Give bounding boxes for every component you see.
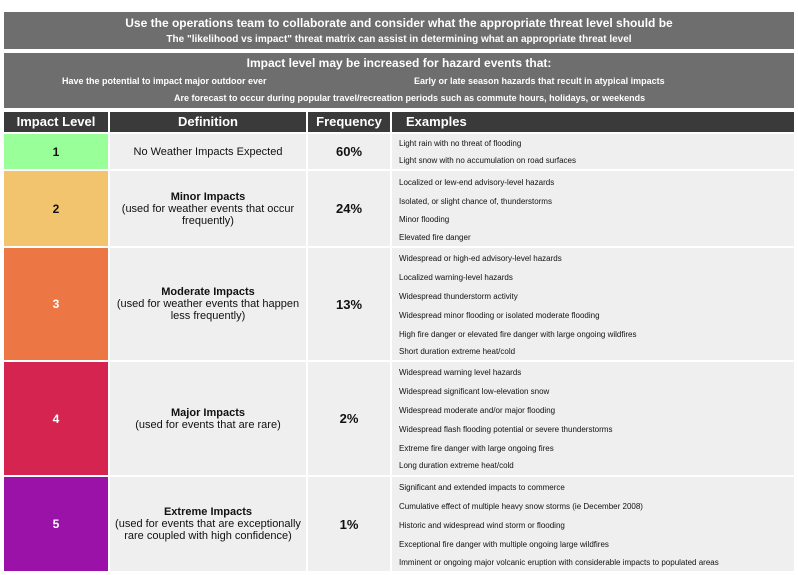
definition-1 bbox=[110, 134, 306, 169]
example-item: Localized warning-level hazards bbox=[399, 273, 513, 282]
example-item: Widespread moderate and/or major flooding bbox=[399, 406, 556, 415]
header-examples: Examples bbox=[392, 112, 794, 132]
definition-title: Moderate Impacts bbox=[161, 286, 255, 298]
guidance-banner bbox=[4, 12, 794, 49]
impact-level-5: 5 bbox=[4, 477, 108, 571]
example-item: Extreme fire danger with large ongoing fires bbox=[399, 444, 554, 453]
guidance-line-1: Use the operations team to collaborate and consider what the appropriate threat level should be bbox=[125, 16, 673, 30]
example-item: Elevated fire danger bbox=[399, 233, 471, 242]
examples-4 bbox=[392, 362, 794, 475]
example-item: Widespread significant low-elevation snow bbox=[399, 387, 550, 396]
example-item: Widespread minor flooding or isolated moderate flooding bbox=[399, 311, 600, 320]
example-item: Significant and extended impacts to commerce bbox=[399, 483, 565, 492]
example-item: Light snow with no accumulation on road surfaces bbox=[399, 156, 576, 165]
guidance-line-2: The "likelihood vs impact" threat matrix can assist in determining what an appropriate threat level bbox=[166, 34, 632, 45]
definition-3 bbox=[110, 248, 306, 360]
escalation-title: Impact level may be increased for hazard events that: bbox=[246, 56, 552, 70]
definition-title: Major Impacts bbox=[171, 406, 245, 419]
definition-text: No Weather Impacts Expected bbox=[133, 145, 283, 158]
impact-level-2: 2 bbox=[4, 171, 108, 246]
example-item: Widespread warning level hazards bbox=[399, 368, 522, 377]
example-item: Cumulative effect of multiple heavy snow storms (ie December 2008) bbox=[399, 502, 643, 511]
frequency-3: 13% bbox=[308, 248, 390, 360]
frequency-5: 1% bbox=[308, 477, 390, 571]
example-item: Localized or lew-end advisory-level hazards bbox=[399, 178, 555, 187]
example-item: Minor flooding bbox=[399, 215, 450, 224]
definition-5 bbox=[110, 477, 306, 571]
examples-1 bbox=[392, 134, 794, 169]
frequency-1: 60% bbox=[308, 134, 390, 169]
definition-title: Extreme Impacts bbox=[163, 506, 253, 518]
definition-text: (used for events that are exceptionally rare coupled with high confidence) bbox=[115, 518, 301, 542]
definition-text: (used for weather events that happen less frequently) bbox=[116, 298, 300, 322]
escalation-item-2: Early or late season hazards that recult in atypical impacts bbox=[414, 76, 665, 86]
example-item: Short duration extreme heat/cold bbox=[399, 347, 516, 356]
example-item: Light rain with no threat of flooding bbox=[399, 139, 522, 148]
impact-level-1: 1 bbox=[4, 134, 108, 169]
example-item: Widespread thunderstorm activity bbox=[399, 292, 518, 301]
frequency-4: 2% bbox=[308, 362, 390, 475]
escalation-banner bbox=[4, 53, 794, 108]
definition-text: (used for events that are rare) bbox=[135, 418, 281, 431]
example-item: High fire danger or elevated fire danger with large ongoing wildfires bbox=[399, 330, 637, 339]
example-item: Widespread flash flooding potential or severe thunderstorms bbox=[399, 425, 613, 434]
impact-level-4: 4 bbox=[4, 362, 108, 475]
definition-text: (used for weather events that occur frequently) bbox=[121, 202, 295, 227]
example-item: Historic and widespread wind storm or flooding bbox=[399, 521, 565, 530]
header-frequency: Frequency bbox=[308, 112, 390, 132]
example-item: Imminent or ongoing major volcanic eruption with considerable impacts to populated areas bbox=[399, 558, 719, 567]
example-item: Isolated, or slight chance of, thunderstorms bbox=[399, 197, 552, 206]
examples-5 bbox=[392, 477, 794, 571]
definition-title: Minor Impacts bbox=[170, 190, 246, 203]
escalation-item-3: Are forecast to occur during popular travel/recreation periods such as commute hours, holidays, or weekends bbox=[174, 93, 646, 103]
example-item: Long duration extreme heat/cold bbox=[399, 461, 514, 470]
header-definition: Definition bbox=[110, 112, 306, 132]
header-impact-level: Impact Level bbox=[4, 112, 108, 132]
example-item: Exceptional fire danger with multiple ongoing large wildfires bbox=[399, 540, 609, 549]
frequency-2: 24% bbox=[308, 171, 390, 246]
definition-2 bbox=[110, 171, 306, 246]
impact-level-3: 3 bbox=[4, 248, 108, 360]
escalation-item-1: Have the potential to impact major outdoor ever bbox=[62, 76, 267, 86]
examples-3 bbox=[392, 248, 794, 360]
examples-2 bbox=[392, 171, 794, 246]
definition-4 bbox=[110, 362, 306, 475]
example-item: Widespread or high-ed advisory-level hazards bbox=[399, 254, 562, 263]
